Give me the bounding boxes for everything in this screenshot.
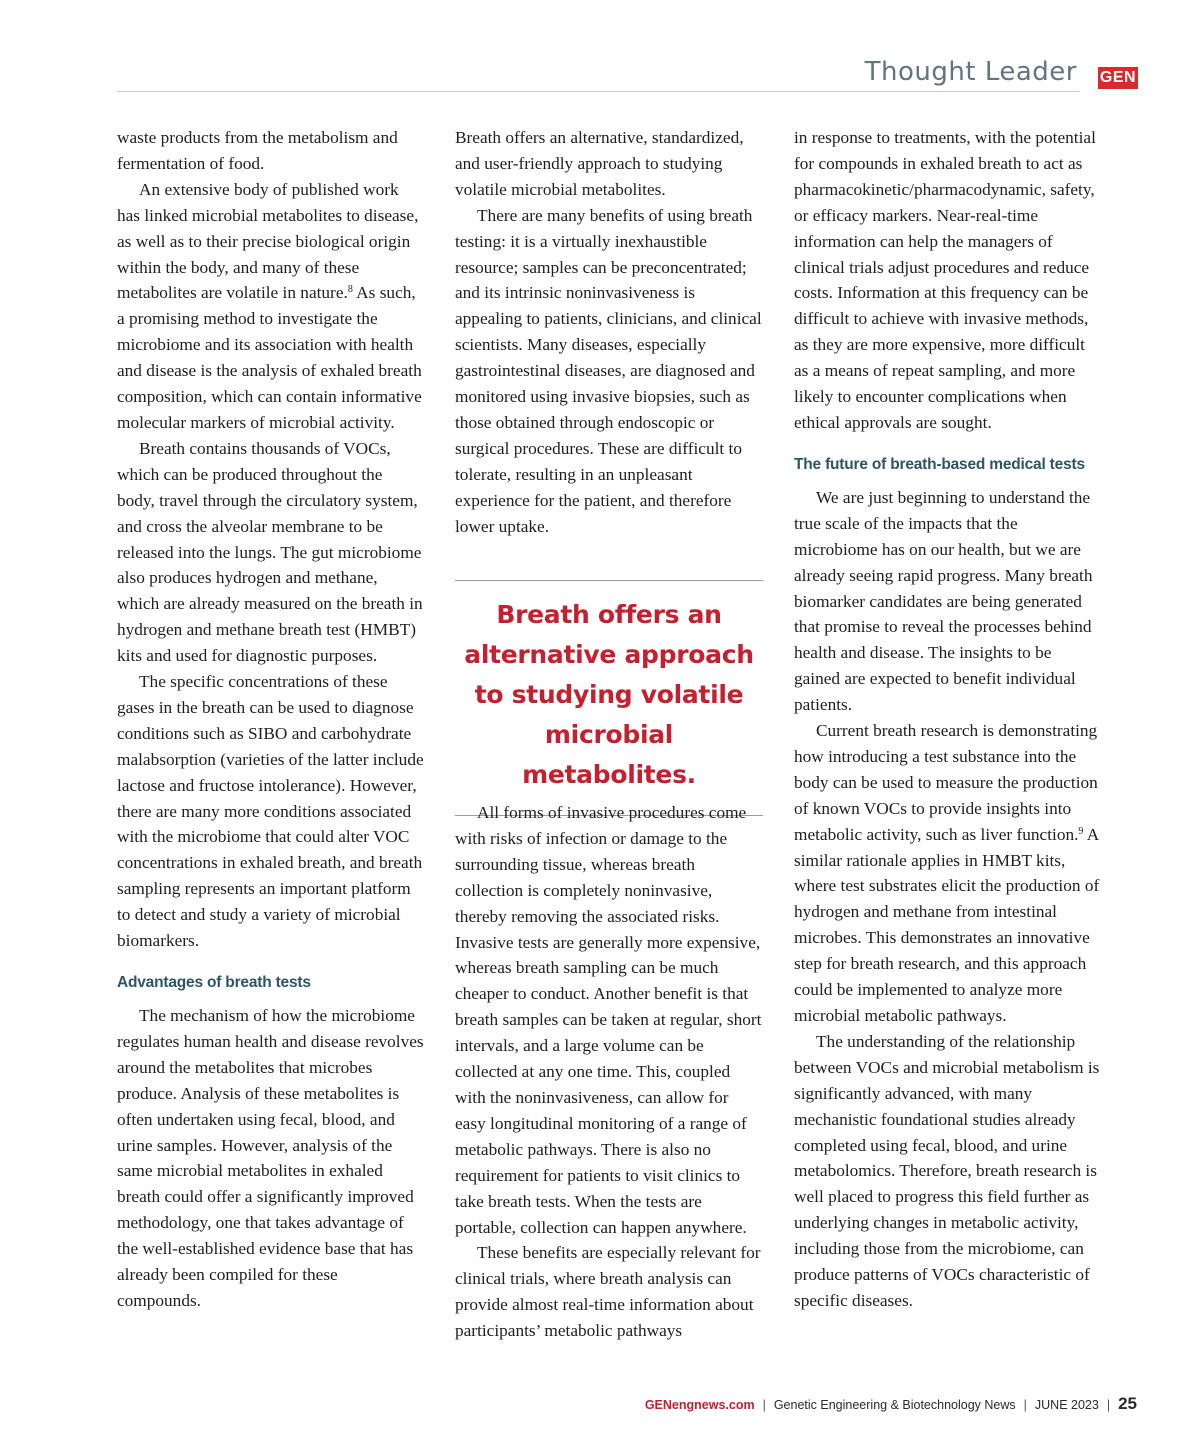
article-column-3: [794, 125, 1101, 1314]
paragraph: The understanding of the relationship between VOCs and microbial metabolism is significantly advanced, with many mechanistic foundational studies already completed using fecal, blood, and urine metabolomics. Therefore, breath research is well placed to progress this field further as underlying changes in metabolic activity, including those from the microbiome, can produce patterns of VOCs characteristic of specific diseases.: [794, 1031, 1100, 1310]
paragraph: We are just beginning to understand the true scale of the impacts that the microbiome has on our health, but we are already seeing rapid progress. Many breath biomarker candidates are being generated that promise to reveal the processes behind health and disease. The insights to be gained are expected to benefit individual patients.: [794, 487, 1093, 715]
paragraph: The mechanism of how the microbiome regulates human health and disease revolves around the metabolites that microbes produce. Analysis of these metabolites is often undertaken using fecal, blood, and urine samples. However, analysis of the same microbial metabolites in exhaled breath could offer a significantly improved methodology, one that takes advantage of the well-established evidence base that has already been compiled for these compounds.: [117, 1006, 424, 1310]
paragraph: waste products from the metabolism and fermentation of food.: [117, 128, 398, 173]
issue-date: JUNE 2023: [1034, 1398, 1099, 1412]
reference-marker: 8: [347, 284, 353, 296]
paragraph: Current breath research is demonstrating how introducing a test substance into the body can be used to measure the production of known VOCs to provide insights into metabolic activity, such as liver function.$^9$ A similar rationale applies in HMBT kits, where test substrates elicit the production of hydrogen and methane from intestinal microbes. This demonstrates an innovative step for breath research, and this approach could be implemented to analyze more microbial metabolic pathways.: [794, 721, 1100, 1025]
header-divider: [117, 91, 1079, 92]
subheading-future: The future of breath-based medical tests: [794, 455, 1085, 473]
website-link[interactable]: GENengnews.com: [644, 1398, 755, 1412]
page-number: 25: [1118, 1394, 1137, 1413]
publication-name: Genetic Engineering & Biotechnology News: [773, 1398, 1016, 1412]
paragraph: Breath contains thousands of VOCs, which can be produced throughout the body, travel through the circulatory system, and cross the alveolar membrane to be released into the lungs. The gut microbiome also produces hydrogen and methane, which are already measured on the breath in hydrogen and methane breath test (HMBT) kits and used for diagnostic purposes.: [117, 438, 423, 666]
page-footer: GENengnews.com | Genetic Engineering & Biotechnology News | JUNE 2023 | 25: [644, 1394, 1137, 1413]
paragraph: These benefits are especially relevant for clinical trials, where breath analysis can provide almost real-time information about participants’ metabolic pathways: [455, 1243, 761, 1341]
article-column-1: [117, 125, 424, 1314]
pull-quote-text: Breath offers an alternative approach to studying volatile microbial metabolites.: [464, 600, 754, 789]
paragraph: An extensive body of published work has linked microbial metabolites to disease, as well as to their precise biological origin within the body, and many of these metabolites are volatile in nature.$^8$ As such, a promising method to investigate the microbiome and its association with health and disease is the analysis of exhaled breath composition, which can contain informative molecular markers of microbial activity.: [117, 179, 422, 432]
article-column-2: [455, 125, 762, 540]
gen-logo: GEN: [1098, 67, 1138, 89]
paragraph: The specific concentrations of these gases in the breath can be used to diagnose conditions such as SIBO and carbohydrate malabsorption (varieties of the latter include lactose and fructose intolerance). However, there are many more conditions associated with the microbiome that could alter VOC concentrations in exhaled breath, and breath sampling represents an important platform to detect and study a variety of microbial biomarkers.: [117, 672, 424, 951]
article-column-2-continued: [455, 800, 762, 1344]
reference-marker: 9: [1078, 825, 1084, 837]
paragraph: There are many benefits of using breath testing: it is a virtually inexhaustible resource; samples can be preconcentrated; and its intrinsic noninvasiveness is appealing to patients, clinicians, and clinical scientists. Many diseases, especially gastrointestinal diseases, are diagnosed and monitored using invasive biopsies, such as those obtained through endoscopic or surgical procedures. These are difficult to tolerate, resulting in an unpleasant experience for the patient, and therefore lower uptake.: [455, 205, 762, 536]
page-header: [117, 55, 1140, 95]
paragraph: in response to treatments, with the potential for compounds in exhaled breath to act as pharmacokinetic/pharmacodynamic, safety, or efficacy markers. Near-real-time information can help the managers of clinical trials adjust procedures and reduce costs. Information at this frequency can be difficult to achieve with invasive methods, as they are more expensive, more difficult as a means of repeat sampling, and more likely to encounter complications when ethical approvals are sought.: [794, 128, 1096, 432]
paragraph: Breath offers an alternative, standardized, and user-friendly approach to studying volatile microbial metabolites.: [455, 128, 744, 199]
pull-quote: [455, 580, 763, 816]
subheading-advantages: Advantages of breath tests: [117, 974, 311, 991]
section-title: Thought Leader: [864, 57, 1077, 87]
pull-quote-top-rule: [455, 580, 763, 581]
paragraph: All forms of invasive procedures come with risks of infection or damage to the surrounding tissue, whereas breath collection is completely noninvasive, thereby removing the associated risks. Invasive tests are generally more expensive, whereas breath sampling can be much cheaper to conduct. Another benefit is that breath samples can be taken at regular, short intervals, and a large volume can be collected at any one time. This, coupled with the noninvasiveness, can allow for easy longitudinal monitoring of a range of metabolic pathways. There is also no requirement for patients to visit clinics to take breath tests. When the tests are portable, collection can happen anywhere.: [455, 803, 762, 1237]
